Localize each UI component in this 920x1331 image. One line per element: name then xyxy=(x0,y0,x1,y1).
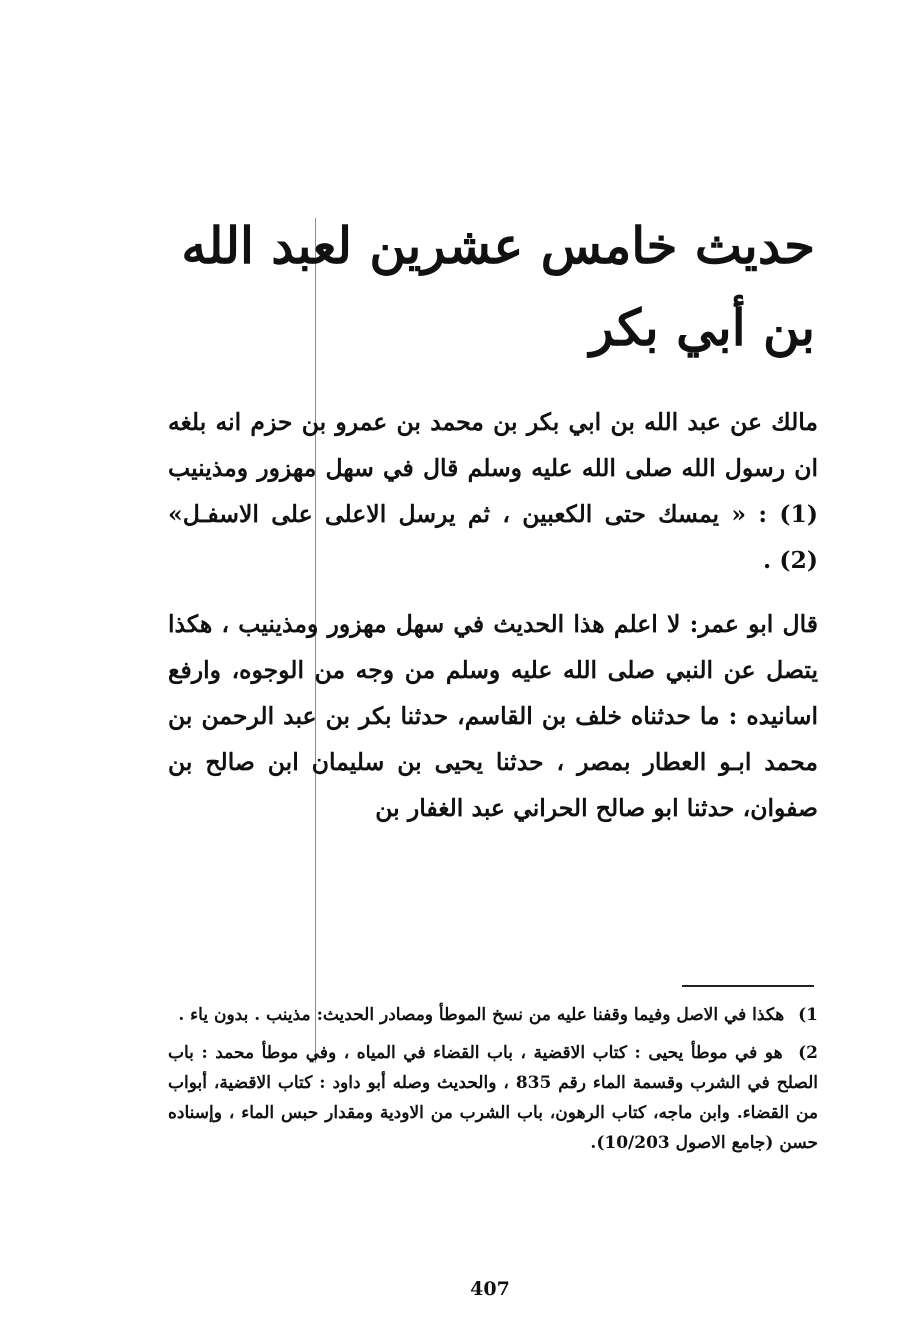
footnote-item xyxy=(168,1038,818,1158)
footnote-item xyxy=(168,1000,818,1030)
page-number: 407 xyxy=(470,1278,510,1300)
footnote-number: 2) xyxy=(798,1043,819,1063)
footnote-separator xyxy=(682,985,814,987)
footnote-text: هو في موطأ يحيى : كتاب الاقضية ، باب القضاء في المياه ، وفي موطأ محمد : باب الصلح في الشرب وقسمة الماء رقم 835 ، والحديث وصله أبو داود : كتاب الاقضية، أبواب من القضاء. وابن ماجه، كتاب الرهون، باب الشرب من الاودية ومقدار حبس الماء ، وإسناده حسن (جامع الاصول 10/203). xyxy=(168,1043,818,1153)
commentary-paragraph xyxy=(168,601,818,831)
paragraph-text: مالك عن عبد الله بن ابي بكر بن محمد بن عمرو بن حزم انه بلغه ان رسول الله صلى الله عليه وسلم قال في سهل مهزور ومذينيب (1) : « يمسك حتى الكعبين ، ثم يرسل الاعلى على الاسفـل» (2) . xyxy=(168,408,818,574)
page-title: حديث خامس عشرين لعبد الله بن أبي بكر xyxy=(181,216,815,357)
footnotes xyxy=(168,1000,818,1166)
hadith-paragraph xyxy=(168,399,818,583)
paragraph-text: قال ابو عمر: لا اعلم هذا الحديث في سهل مهزور ومذينيب ، هكذا يتصل عن النبي صلى الله عليه وسلم من وجه من الوجوه، وارفع اسانيده : ما حدثناه خلف بن القاسم، حدثنا بكر بن عبد الرحمن بن محمد ابـو العطار بمصر ، حدثنا يحيى بن سليمان ابن صالح بن صفوان، حدثنا ابو صالح الحراني عبد الغفار بن xyxy=(168,610,818,822)
footnote-number: 1) xyxy=(798,1005,818,1025)
footnote-text: هكذا في الاصل وفيما وقفنا عليه من نسخ الموطأ ومصادر الحديث: مذينب . بدون ياء . xyxy=(178,1005,785,1025)
